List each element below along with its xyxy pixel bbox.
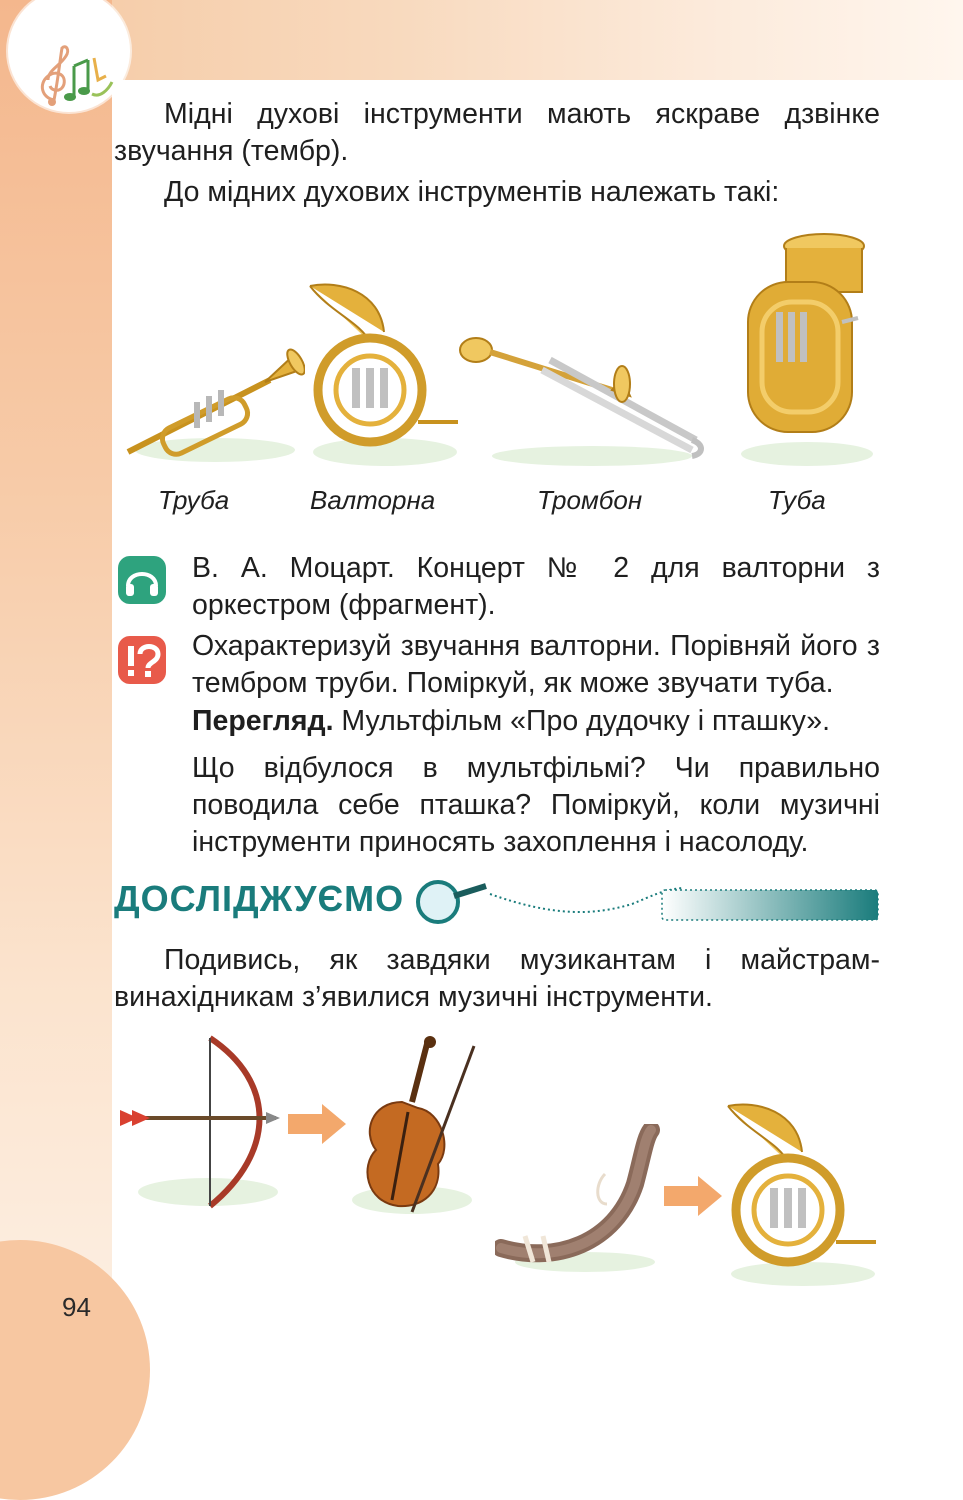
magnifier-icon — [412, 876, 882, 928]
explore-paragraph: Подивись, як завдяки музикантам і майстрам-винахідникам з’явилися музичні інструменти. — [114, 944, 880, 1013]
section-heading: ДОСЛІДЖУЄМО — [114, 878, 405, 919]
instrument-label-trombone: Тромбон — [537, 485, 643, 515]
intro-list-lead: До мідних духових інструментів належать такі: — [164, 176, 780, 208]
french-horn-icon — [300, 272, 465, 472]
headphones-icon — [118, 556, 166, 604]
tuba-icon — [732, 232, 882, 472]
listen-text: В. А. Моцарт. Концерт № 2 для валторни з оркестром (фрагмент). — [192, 552, 880, 621]
horn-icon — [495, 1124, 665, 1274]
music-notes-logo-icon — [32, 40, 116, 110]
followup-text: Що відбулося в мультфільмі? Чи правильно поводила себе пташка? Поміркуй, коли музичні інструменти приносять захоплення і насолоду. — [192, 752, 880, 858]
french-horn-icon — [718, 1092, 883, 1292]
top-decorative-band — [0, 0, 963, 80]
view-line — [192, 703, 880, 740]
page-number: 94 — [62, 1292, 91, 1322]
view-bold-label: Перегляд. — [192, 705, 334, 737]
arrow-right-icon — [664, 1176, 724, 1216]
instrument-label-french-horn: Валторна — [310, 485, 436, 515]
trombone-icon — [452, 330, 707, 470]
instrument-label-tuba: Туба — [768, 485, 826, 515]
view-text: Мультфільм «Про дудочку і пташку». — [333, 705, 830, 737]
arrow-right-icon — [288, 1104, 348, 1144]
instrument-label-trumpet: Труба — [158, 485, 230, 515]
question-exclamation-icon — [118, 636, 166, 684]
violin-icon — [342, 1032, 482, 1222]
intro-paragraph: Мідні духові інструменти мають яскраве дзвінке звучання (тембр). — [114, 98, 880, 167]
bow-icon — [116, 1032, 286, 1212]
question-text: Охарактеризуй звучання валторни. Порівняй його з тембром труби. Поміркуй, як може звучати туба. — [192, 630, 880, 699]
left-decorative-band — [0, 0, 112, 1394]
trumpet-icon — [120, 340, 305, 470]
